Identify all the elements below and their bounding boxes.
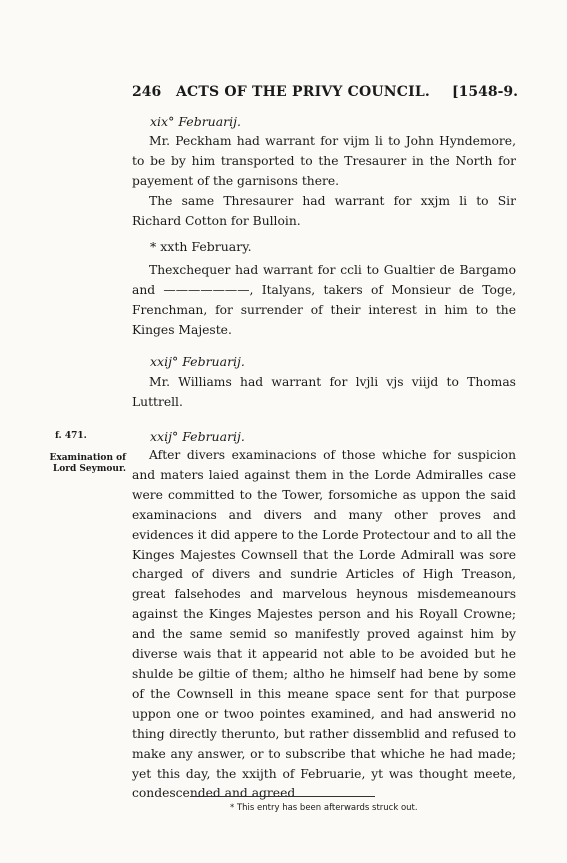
entry-date: * xxth February. xyxy=(150,239,252,254)
entry-paragraph: Mr. Williams had warrant for lvjli vjs viijd to Thomas Luttrell. xyxy=(132,375,516,409)
folio-number: f. 471. xyxy=(55,431,87,441)
entry-paragraph: The same Thresaurer had warrant for xxjm li to Sir Richard Cotton for Bulloin. xyxy=(132,194,516,228)
page-number: 246 xyxy=(132,84,162,100)
page-title: ACTS OF THE PRIVY COUNCIL. xyxy=(176,84,431,100)
footnote: * This entry has been afterwards struck out. xyxy=(230,803,418,813)
entry-paragraph: After divers examinacions of those whiche for suspicion and maters laied against them in the Lorde Admiralles case were committed to the Tower, forsomiche as uppon the said examinacions and divers and many other proves and evidences it did appere to the Lorde Protectour and to all the Kinges Majestes Cownsell that the Lorde Admirall was sore charged of divers and sundrie Articles of High Treason, great falsehodes and marvelous heynous misdemeanours against the Kinges Majestes person and his Royall Crowne; and the same semid so manifestly proved against him by diverse wais that it appearid not able to be avoided but he shulde be giltie of them; altho he himself had bene by some of the Cownsell in this meane space sent for that purpose uppon one or twoo pointes examined, and had answerid no thing directly therunto, but rather dissemblid and refused to make any answer, or to subscribe that whiche he had made; yet this day, the xxijth of Februarie, yt was thought meete, condescended and agreed xyxy=(132,448,516,801)
year-range: [1548-9. xyxy=(452,84,519,100)
entry-date: xxij° Februarij. xyxy=(150,354,245,369)
footnote-rule xyxy=(190,796,375,797)
entry-date: xix° Februarij. xyxy=(150,114,242,129)
entry-date: xxij° Februarij. xyxy=(150,429,245,444)
entry-paragraph: Thexchequer had warrant for ccli to Gualtier de Bargamo and ———————, Italyans, takers of Monsieur de Toge, Frenchman, for surrender of their interest in him to the Kinges Majeste. xyxy=(132,263,516,337)
entry-paragraph: Mr. Peckham had warrant for vijm li to John Hyndemore, to be by him transported to the Tresaurer in the North for payement of the garnisons there. xyxy=(132,134,516,188)
margin-note: Examination of Lord Seymour. xyxy=(49,453,126,474)
